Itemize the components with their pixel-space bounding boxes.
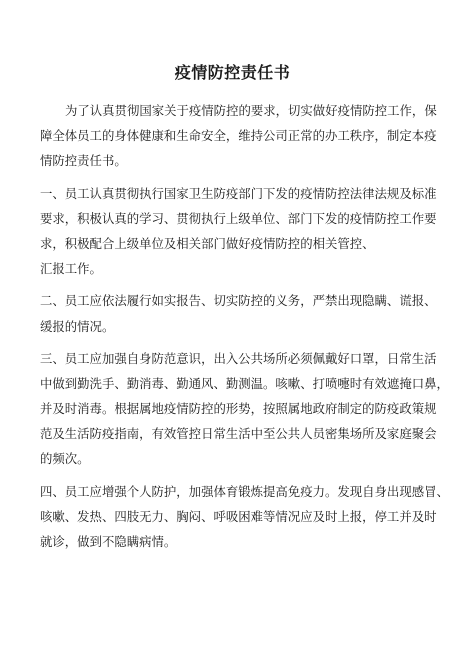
- paragraph-line: 就诊，做到不隐瞒病情。: [40, 534, 177, 549]
- paragraph-line: 求，积极配合上级单位及相关部门做好疫情防控的相关管控、: [40, 235, 375, 251]
- document-body: [40, 98, 449, 554]
- paragraph-line: 要求，积极认真的学习、贯彻执行上级单位、部门下发的疫情防控工作要: [40, 210, 437, 226]
- paragraph-line: 中做到勤洗手、勤消毒、勤通风、勤测温。咳嗽、打喷嚏时有效遮掩口鼻，: [40, 375, 449, 391]
- paragraph-line: 四、员工应增强个人防护，加强体育锻炼提高免疫力。发现自身出现感冒、: [40, 483, 449, 499]
- document-title: 疫情防控责任书: [174, 63, 291, 82]
- paragraph-5: [40, 479, 449, 555]
- paragraph-line: 二、员工应依法履行如实报告、切实防控的义务，严禁出现隐瞒、谎报、: [40, 293, 437, 309]
- paragraph-1: [40, 98, 437, 174]
- paragraph-line: 情防控责任书。: [40, 153, 127, 169]
- paragraph-gap: [40, 281, 425, 288]
- paragraph-gap: [40, 472, 425, 479]
- paragraph-gap: [40, 339, 425, 346]
- paragraph-3: [40, 288, 437, 338]
- paragraph-line: 三、员工应加强自身防范意识，出入公共场所必须佩戴好口罩，日常生活: [40, 350, 437, 366]
- paragraph-line: 范及生活防疫指南，有效管控日常生活中至公共人员密集场所及家庭聚会: [40, 426, 437, 442]
- paragraph-line: 一、员工认真贯彻执行国家卫生防疫部门下发的疫情防控法律法规及标准: [40, 185, 437, 201]
- paragraph-2: [40, 181, 437, 282]
- paragraph-line: 并及时消毒。根据属地疫情防控的形势，按照属地政府制定的防疫政策规: [40, 401, 437, 417]
- paragraph-line: 的频次。: [40, 451, 90, 467]
- paragraph-4: [40, 346, 449, 472]
- paragraph-line: 障全体员工的身体健康和生命安全，维持公司正常的办工秩序，制定本疫: [40, 128, 437, 144]
- paragraph-line: 汇报工作。: [40, 261, 102, 277]
- paragraph-gap: [40, 174, 425, 181]
- paragraph-line: 为了认真贯彻国家关于疫情防控的要求，切实做好疫情防控工作，保: [65, 103, 437, 118]
- paragraph-line: 缓报的情况。: [40, 318, 115, 334]
- paragraph-line: 咳嗽、发热、四肢无力、胸闷、呼吸困难等情况应及时上报，停工并及时: [40, 508, 437, 524]
